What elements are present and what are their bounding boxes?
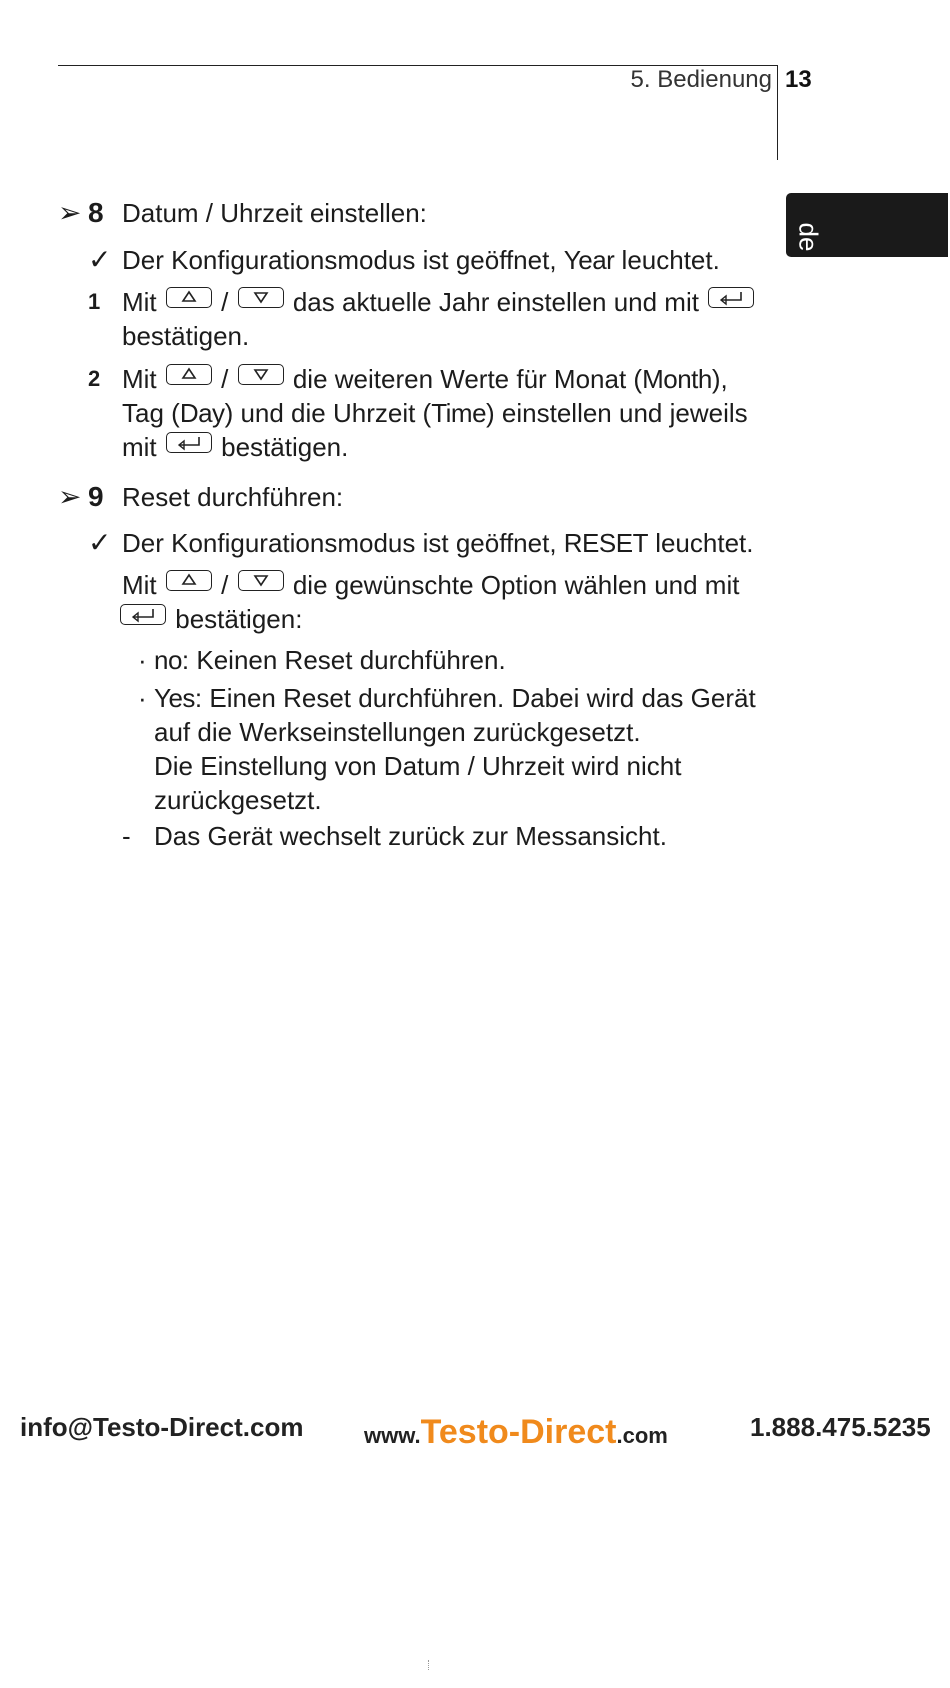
option-yes-line-2: auf die Werkseinstellungen zurückgesetzt. [154,717,641,747]
keyword-month: Month [642,364,712,394]
keyword-day: Day [179,398,225,428]
step-9-condition: Der Konfigurationsmodus ist geöffnet, RESET leuchtet. [122,528,754,558]
section-title: 5. Bedienung [630,66,772,93]
step-8-sub-1: Mit / das aktuelle Jahr einstellen und mit [122,285,756,319]
footer-brand: Testo-Direct [420,1413,617,1451]
step-9-instruction: Mit / die gewünschte Option wählen und mit [122,570,740,600]
keyword-no: no [154,645,182,675]
keyword-time: Time [431,398,487,428]
header-divider [777,65,778,160]
step-8-sub-1-number: 1 [88,289,101,314]
option-no-bullet: · [138,645,147,675]
language-tab-label: de [793,222,824,252]
step-8-check-icon: ✓ [88,244,112,275]
step-9-check-icon: ✓ [88,527,112,558]
step-9-instruction-line-2: bestätigen: [120,602,302,636]
enter-key-icon [708,287,754,308]
option-yes: Yes: Einen Reset durchführen. Dabei wird das Gerät [154,683,756,713]
language-tab [786,193,948,257]
option-no: no: Keinen Reset durchführen. [154,645,506,675]
step-9-number: 9 [88,481,104,512]
step-8-arrow: ➢ [58,197,82,228]
arrow-up-key-icon [166,287,212,308]
footer-website[interactable]: www.Testo-Direct.com [364,1413,668,1451]
arrow-down-key-icon [238,570,284,591]
keyword-year: Year [563,245,615,275]
arrow-up-key-icon [166,570,212,591]
step-8-sub-2-line-2: Tag (Day) und die Uhrzeit (Time) einstellen und jeweils [122,398,748,428]
option-yes-bullet: · [138,683,147,713]
step-9-arrow: ➢ [58,481,82,512]
keyword-yes: Yes [154,683,195,713]
enter-key-icon [166,432,212,453]
enter-key-icon [120,604,166,625]
option-yes-line-3: Die Einstellung von Datum / Uhrzeit wird nicht [154,751,682,781]
scan-mark [428,1660,431,1670]
step-8-number: 8 [88,197,104,228]
result-text: Das Gerät wechselt zurück zur Messansicht. [154,821,667,851]
arrow-up-key-icon [166,364,212,385]
option-yes-line-4: zurückgesetzt. [154,785,322,815]
step-8-sub-2-number: 2 [88,366,101,391]
keyword-reset: RESET [563,528,648,558]
footer-email[interactable]: info@Testo-Direct.com [20,1412,304,1442]
step-9-title: Reset durchführen: [122,482,344,512]
step-8-sub-2: Mit / die weiteren Werte für Monat (Month), [122,364,728,394]
result-dash: - [122,821,131,851]
step-8-title: Datum / Uhrzeit einstellen: [122,198,427,228]
step-8-sub-2-line-3: mit bestätigen. [122,432,349,462]
arrow-down-key-icon [238,287,284,308]
footer-phone[interactable]: 1.888.475.5235 [750,1412,931,1442]
step-8-condition: Der Konfigurationsmodus ist geöffnet, Year leuchtet. [122,245,720,275]
step-8-sub-1-line-2: bestätigen. [122,321,250,351]
page-number: 13 [785,66,812,93]
arrow-down-key-icon [238,364,284,385]
